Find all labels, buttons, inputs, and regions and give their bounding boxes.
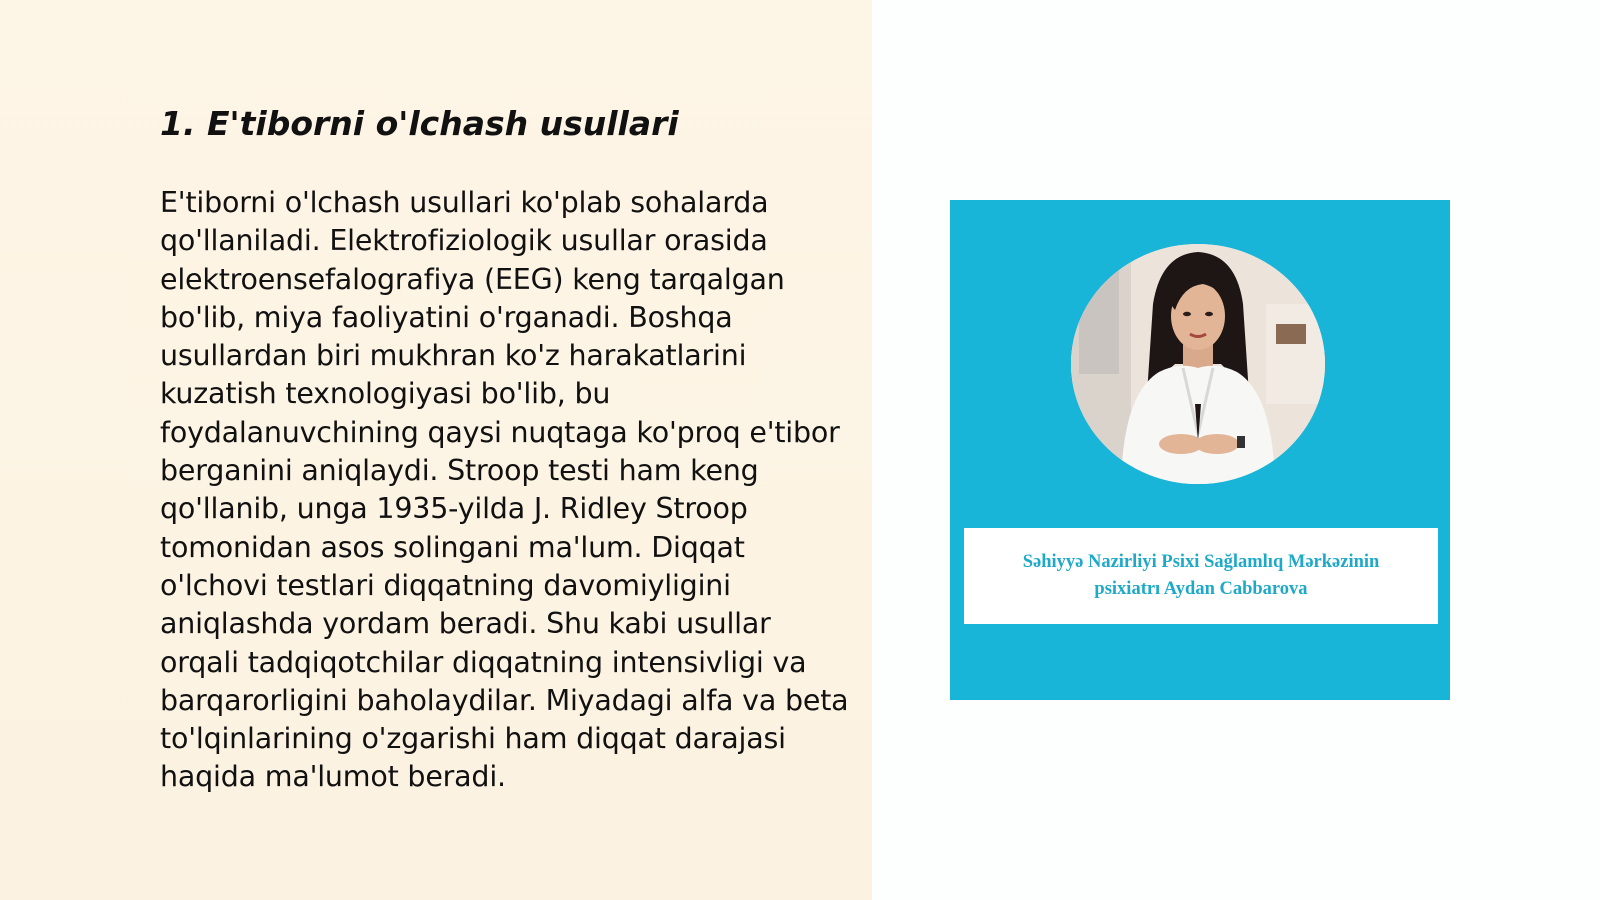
- slide-title: 1. E'tiborni o'lchash usullari: [160, 104, 679, 143]
- photo-card: [950, 200, 1450, 700]
- caption-line-organization: Səhiyyə Nazirliyi Psixi Sağlamlıq Mərkəzinin: [1022, 552, 1380, 572]
- body-paragraph: E'tiborni o'lchash usullari ko'plab sohalarda qo'llaniladi. Elektrofiziologik usullar orasida elektroensefalografiya (EEG) keng tarqalgan bo'lib, miya faoliyatini o'rganadi. Boshqa usullardan biri mukhran ko'z harakatlarini kuzatish texnologiyasi bo'lib, bu foydalanuvchining qaysi nuqtaga ko'proq e'tibor berganini aniqlaydi. Stroop testi ham keng qo'llanib, unga 1935-yilda J. Ridley Stroop tomonidan asos solingani ma'lum. Diqqat o'lchovi testlari diqqatning davomiyligini aniqlashda yordam beradi. Shu kabi usullar orqali tadqiqotchilar diqqatning intensivligi va barqarorligini baholaydilar. Miyadagi alfa va beta to'lqinlarining o'zgarishi ham diqqat darajasi haqida ma'lumot beradi.: [160, 186, 849, 794]
- portrait-photo: [1071, 244, 1325, 484]
- portrait-illustration: [1071, 244, 1325, 484]
- photo-caption: [964, 528, 1438, 624]
- caption-line-name: psixiatrı Aydan Cabbarova: [1094, 579, 1308, 599]
